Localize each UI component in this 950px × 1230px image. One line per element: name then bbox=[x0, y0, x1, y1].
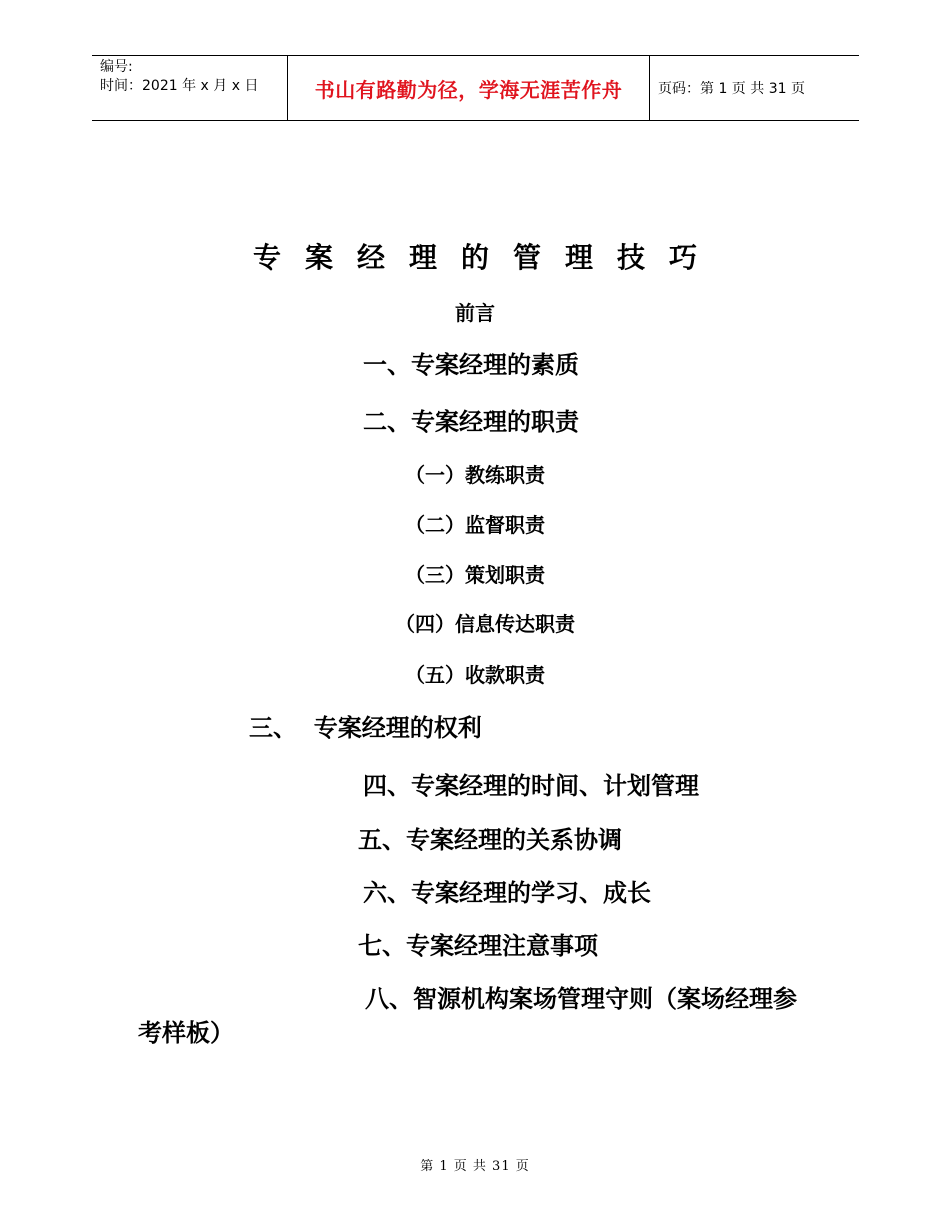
toc-subitem-4: （四）信息传达职责 bbox=[395, 612, 575, 636]
toc-item-7: 七、专案经理注意事项 bbox=[358, 932, 598, 960]
header-table bbox=[92, 55, 859, 121]
toc-item-3: 三、 专案经理的权利 bbox=[249, 714, 482, 742]
document-title: 专案经理的管理技巧 bbox=[252, 241, 721, 274]
toc-item-5: 五、专案经理的关系协调 bbox=[358, 826, 622, 854]
preface-heading: 前言 bbox=[455, 301, 495, 325]
document-code-label: 编号: bbox=[100, 59, 133, 75]
header-middle-cell bbox=[287, 56, 650, 120]
page-footer: 第 1 页 共 31 页 bbox=[420, 1159, 530, 1174]
toc-subitem-3: （三）策划职责 bbox=[405, 563, 545, 587]
toc-item-8: 八、智源机构案场管理守则（案场经理参考样板） bbox=[138, 985, 797, 1047]
toc-item-1: 一、专案经理的素质 bbox=[363, 351, 579, 379]
header-left-cell bbox=[92, 56, 287, 120]
header-right-cell bbox=[650, 56, 859, 120]
toc-subitem-2: （二）监督职责 bbox=[405, 513, 545, 537]
toc-item-2: 二、专案经理的职责 bbox=[363, 408, 579, 436]
toc-item-4: 四、专案经理的时间、计划管理 bbox=[363, 772, 699, 800]
document-time-label: 时间：2021 年 x 月 x 日 bbox=[100, 78, 259, 94]
toc-item-6: 六、专案经理的学习、成长 bbox=[363, 879, 651, 907]
header-motto: 书山有路勤为径，学海无涯苦作舟 bbox=[314, 78, 623, 102]
toc-subitem-1: （一）教练职责 bbox=[405, 463, 545, 487]
toc-subitem-5: （五）收款职责 bbox=[405, 663, 545, 687]
header-page-label: 页码：第 1 页 共 31 页 bbox=[658, 81, 805, 97]
